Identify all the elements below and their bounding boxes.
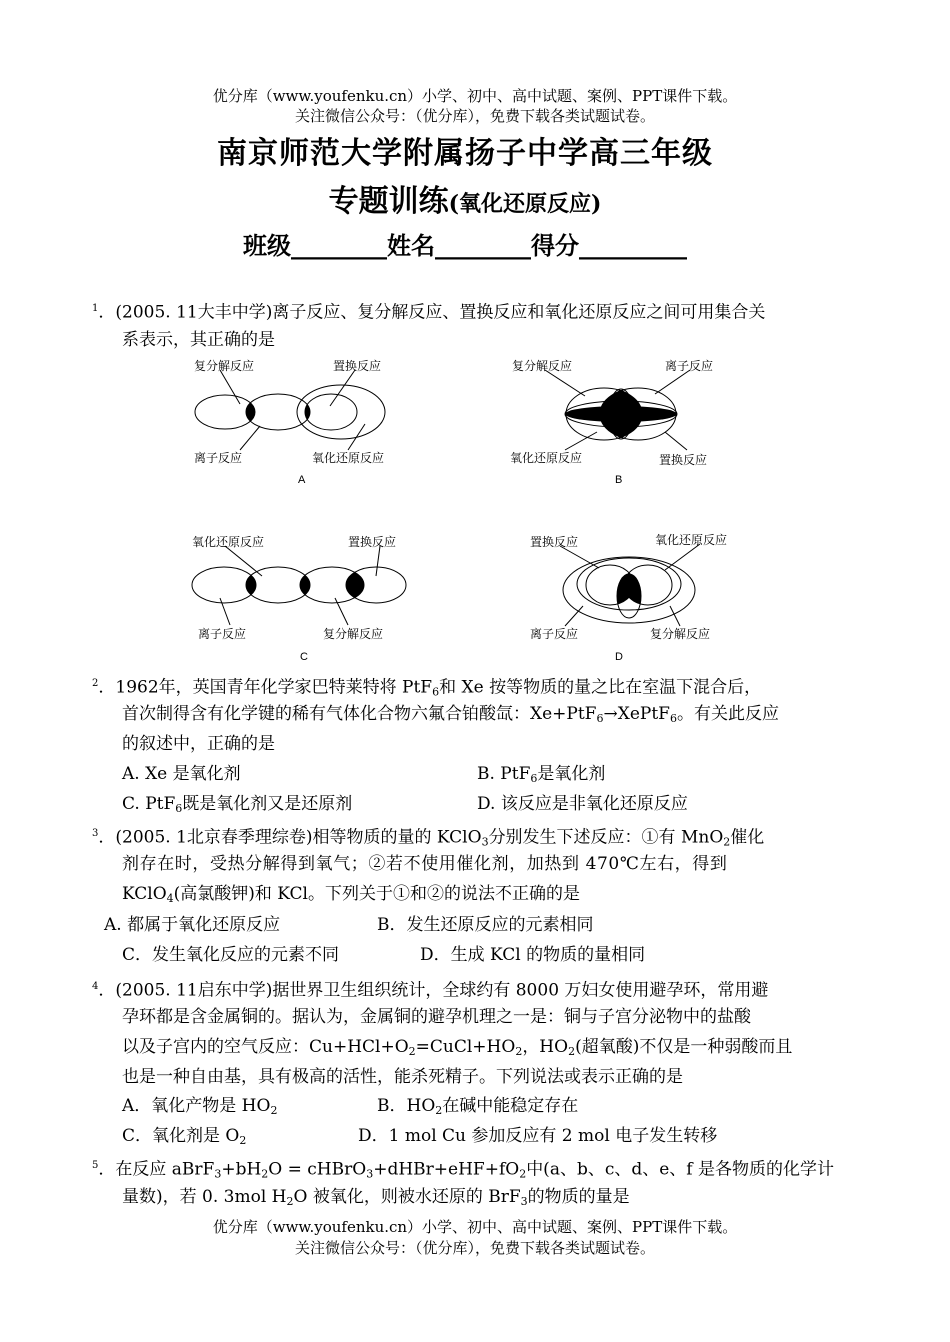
subscript: 2 <box>286 1195 294 1208</box>
q4-text: ．(2005. 11启东中学)据世界卫生组织统计，全球约有 8000 万妇女使用避孕环，常用避 <box>98 980 769 1001</box>
q5-text: +bH <box>221 1159 262 1180</box>
figC-label-2: 置换反应 <box>348 535 397 549</box>
subscript: 3 <box>214 1167 222 1181</box>
q4-text: 在碱中能稳定存在 <box>442 1096 579 1116</box>
q2-text: B. PtF <box>477 764 531 784</box>
q2-text: 首次制得含有化学键的稀有气体化合物六氟合铂酸氙：Xe+PtF <box>122 704 597 724</box>
q2-option-c <box>122 793 352 820</box>
figA-label-1: 复分解反应 <box>194 359 255 373</box>
q1-text-1: ．(2005. 11大丰中学)离子反应、复分解反应、置换反应和氧化还原反应之间可用集合关 <box>98 302 766 323</box>
q2-text: 既是氧化剂又是还原剂 <box>182 794 353 814</box>
q4-line-1 <box>92 976 768 1002</box>
subscript: 6 <box>669 712 677 725</box>
figC-label-1: 氧化还原反应 <box>192 535 265 549</box>
q3-line-3 <box>122 883 580 910</box>
subscript: 6 <box>432 685 440 699</box>
q3-option-a: A. 都属于氧化还原反应 <box>104 915 281 935</box>
q5-text: O 被氧化，则被水还原的 BrF <box>293 1187 521 1207</box>
subscript: 6 <box>530 772 538 785</box>
subscript: 4 <box>166 892 174 905</box>
student-info-line: 班级________姓名________得分_________ <box>243 231 687 260</box>
figD-letter: D <box>615 651 623 663</box>
q2-text: 和 Xe 按等物质的量之比在室温下混合后， <box>439 677 762 698</box>
venn-figure-c <box>180 530 420 670</box>
header-line-1: 优分库（www.youfenku.cn）小学、初中、高中试题、案例、PPT课件下载。 <box>212 87 738 105</box>
q3-line-1 <box>92 823 764 854</box>
question-number: 4 <box>92 981 99 992</box>
q4-option-a <box>122 1095 277 1122</box>
venn-figure-a <box>180 352 420 492</box>
figC-label-4: 复分解反应 <box>323 627 384 641</box>
q4-option-d: D．1 mol Cu 参加反应有 2 mol 电子发生转移 <box>358 1126 718 1146</box>
figB-label-1: 复分解反应 <box>512 359 573 373</box>
q5-line-2 <box>122 1186 630 1213</box>
q5-text: 量数)，若 0. 3mol H <box>122 1187 287 1207</box>
figA-label-3: 离子反应 <box>194 451 243 465</box>
question-number: 1 <box>92 303 99 314</box>
venn-figure-b <box>505 352 745 492</box>
q4-line-2: 孕环都是含金属铜的。据认为，金属铜的避孕机理之一是：铜与子宫分泌物中的盐酸 <box>122 1007 751 1027</box>
topic-main: 专题训练 <box>328 184 449 219</box>
subscript: 2 <box>519 1167 527 1181</box>
q2-line-3: 的叙述中，正确的是 <box>122 734 275 754</box>
subscript: 2 <box>723 835 731 849</box>
question-number: 2 <box>92 678 99 689</box>
q3-option-b: B．发生还原反应的元素相同 <box>377 915 594 935</box>
q2-text: ．1962年，英国青年化学家巴特莱特将 PtF <box>98 677 433 698</box>
subscript: 2 <box>515 1045 523 1058</box>
q3-option-c: C．发生氧化反应的元素不同 <box>122 945 340 965</box>
q3-text: (高氯酸钾)和 KCl。下列关于①和②的说法不正确的是 <box>173 884 580 904</box>
subscript: 6 <box>596 712 604 725</box>
figD-label-3: 离子反应 <box>530 627 579 641</box>
q2-line-2 <box>122 703 779 730</box>
header-line-2: 关注微信公众号：（优分库），免费下载各类试题试卷。 <box>294 107 655 125</box>
venn-figure-d <box>505 530 745 670</box>
q4-text: B．HO <box>377 1096 436 1116</box>
q3-text: 催化 <box>730 827 765 848</box>
q5-text: ．在反应 aBrF <box>98 1159 215 1180</box>
q2-option-d: D. 该反应是非氧化还原反应 <box>477 794 688 814</box>
q2-option-a: A. Xe 是氧化剂 <box>122 764 241 784</box>
figB-label-2: 离子反应 <box>665 359 714 373</box>
figC-label-3: 离子反应 <box>198 627 247 641</box>
question-number: 5 <box>92 1160 99 1171</box>
subscript: 2 <box>239 1134 247 1147</box>
subscript: 2 <box>261 1167 269 1181</box>
q5-text: 中(a、b、c、d、e、f 是各物质的化学计 <box>526 1159 834 1180</box>
topic-title <box>0 176 930 220</box>
q2-option-b <box>477 763 605 790</box>
q4-line-4: 也是一种自由基，具有极高的活性，能杀死精子。下列说法或表示正确的是 <box>122 1067 683 1087</box>
q4-text: (超氧酸)不仅是一种弱酸而且 <box>575 1037 793 1057</box>
q3-text: 分别发生下述反应：①有 MnO <box>488 827 724 848</box>
q4-line-3 <box>122 1036 792 1063</box>
q3-text: KClO <box>122 884 167 904</box>
footer-line-1: 优分库（www.youfenku.cn）小学、初中、高中试题、案例、PPT课件下载。 <box>212 1218 738 1236</box>
q5-text: O = cHBrO <box>268 1159 367 1180</box>
q1-line-1 <box>92 298 765 324</box>
q3-text: ．(2005. 1北京春季理综卷)相等物质的量的 KClO <box>98 827 482 848</box>
subscript: 3 <box>366 1167 374 1181</box>
figA-label-2: 置换反应 <box>333 359 382 373</box>
q4-text: A．氧化产物是 HO <box>122 1096 271 1116</box>
topic-sub: (氧化还原反应) <box>448 191 602 217</box>
footer-line-2: 关注微信公众号：（优分库），免费下载各类试题试卷。 <box>294 1239 655 1257</box>
subscript: 6 <box>175 802 183 815</box>
q4-option-b <box>377 1095 578 1122</box>
subscript: 3 <box>481 835 489 849</box>
q4-text: 以及子宫内的空气反应：Cu+HCl+O <box>122 1037 409 1057</box>
figD-label-4: 复分解反应 <box>650 627 711 641</box>
q3-line-2: 剂存在时，受热分解得到氧气；②若不使用催化剂，加热到 470℃左右，得到 <box>122 854 728 874</box>
q2-text: C. PtF <box>122 794 176 814</box>
q3-option-d: D．生成 KCl 的物质的量相同 <box>420 945 646 965</box>
figC-letter: C <box>300 651 308 663</box>
q4-text: ，HO <box>522 1037 569 1057</box>
figB-label-3: 氧化还原反应 <box>510 451 583 465</box>
figA-label-4: 氧化还原反应 <box>312 451 385 465</box>
question-number: 3 <box>92 828 99 839</box>
q2-line-1 <box>92 673 761 704</box>
subscript: 2 <box>568 1045 576 1058</box>
subscript: 2 <box>408 1045 416 1058</box>
q2-text: 是氧化剂 <box>537 764 606 784</box>
q2-text: →XePtF <box>603 704 670 724</box>
subscript: 3 <box>520 1195 528 1208</box>
q4-text: =CuCl+HO <box>415 1037 516 1057</box>
figD-label-2: 氧化还原反应 <box>655 533 728 547</box>
q4-text: C．氧化剂是 O <box>122 1126 240 1146</box>
q5-text: 的物质的量是 <box>527 1187 630 1207</box>
q5-line-1 <box>92 1155 834 1186</box>
subscript: 2 <box>435 1104 443 1117</box>
figA-letter: A <box>298 474 306 486</box>
q1-line-2: 系表示，其正确的是 <box>122 330 275 350</box>
school-title: 南京师范大学附属扬子中学高三年级 <box>217 136 713 171</box>
figB-label-4: 置换反应 <box>659 453 708 467</box>
q2-text: 。有关此反应 <box>676 704 779 724</box>
subscript: 2 <box>270 1104 278 1117</box>
figD-label-1: 置换反应 <box>530 535 579 549</box>
q5-text: +dHBr+eHF+fO <box>373 1159 520 1180</box>
figB-letter: B <box>615 474 623 486</box>
q4-option-c <box>122 1125 246 1152</box>
